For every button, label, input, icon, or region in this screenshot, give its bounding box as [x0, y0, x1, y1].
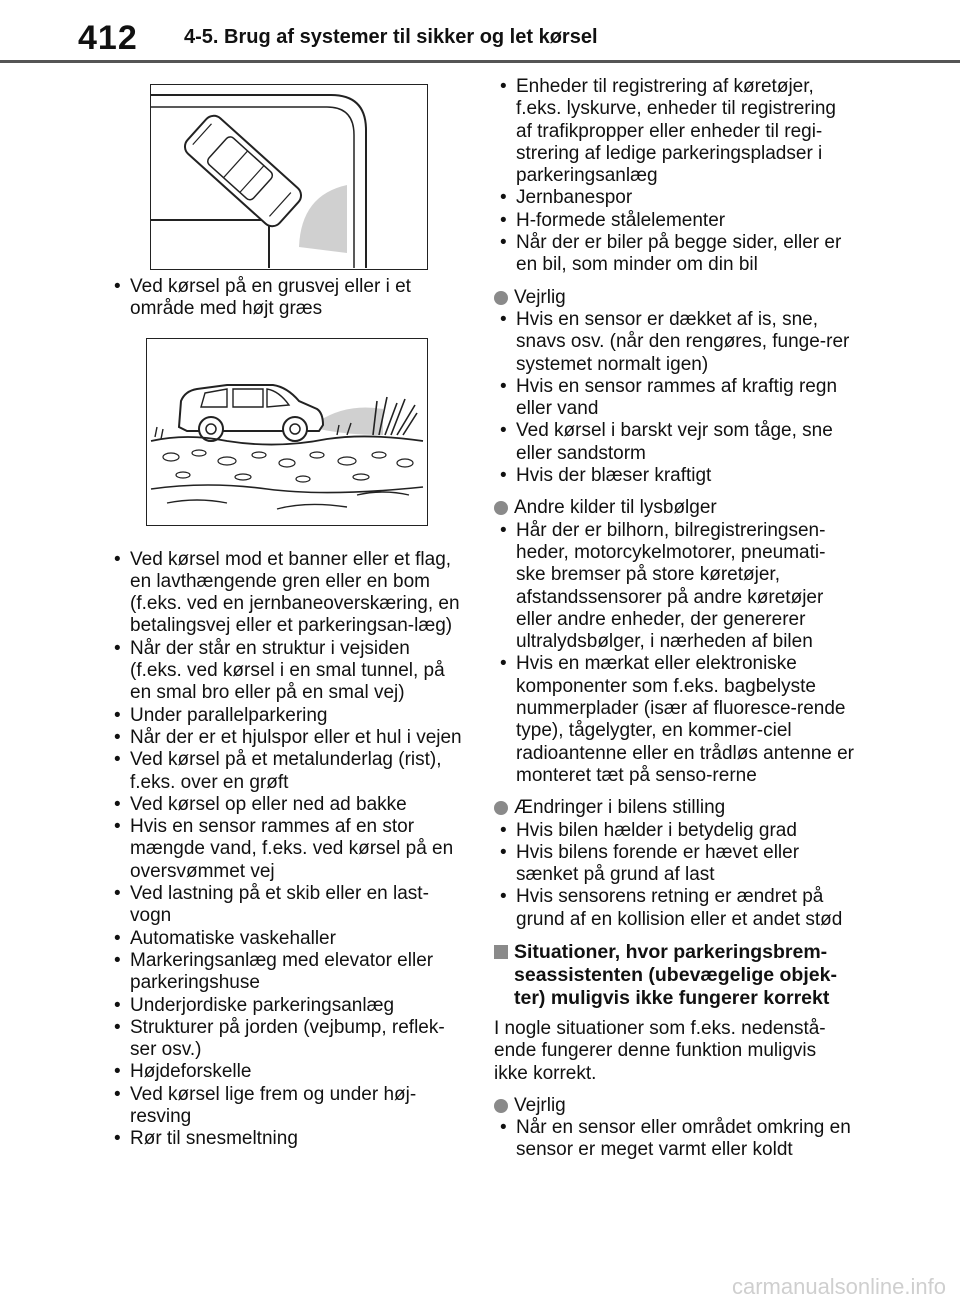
list-item: • Når der er et hjulspor eller et hul i vejen [108, 727, 466, 749]
list-item: • Hvis bilen hælder i betydelig grad [494, 820, 854, 842]
list-item: • Ved kørsel op eller ned ad bakke [108, 794, 466, 816]
list-item: • Ved kørsel på en grusvej eller i et område med højt græs [108, 276, 466, 321]
list-item: • Strukturer på jorden (vejbump, reflek-ser osv.) [108, 1017, 466, 1062]
page-header [0, 0, 960, 62]
list-item: • Jernbanespor [494, 187, 854, 209]
illustration-car-turning [150, 84, 428, 270]
list-item: • Ved kørsel lige frem og under høj-resving [108, 1084, 466, 1129]
group-heading: Vejrlig [494, 287, 854, 309]
header-divider [0, 60, 960, 63]
list-item: • Markeringsanlæg med elevator eller parkeringshuse [108, 950, 466, 995]
group-heading: Vejrlig [494, 1095, 854, 1117]
watermark: carmanualsonline.info [731, 1274, 946, 1299]
list-item: • Rør til snesmeltning [108, 1128, 466, 1150]
list-item: • Hvis sensorens retning er ændret på grund af en kollision eller et andet stød [494, 886, 854, 931]
group-vehicle-posture [494, 797, 854, 931]
top-list [494, 76, 854, 277]
list-item: • Hvis bilens forende er hævet eller sænket på grund af last [494, 842, 854, 887]
right-column [494, 76, 854, 1162]
list-item: • Hår der er bilhorn, bilregistreringsen-heder, motorcykelmotorer, pneumati-ske bremser på store køretøjer, afstandssensorer på andre køretøjer eller andre enheder, der genererer ultralydsbølger, i nærheden af bilen [494, 520, 854, 654]
square-bullet-icon [494, 945, 508, 959]
list-item: • Når der er biler på begge sider, eller er en bil, som minder om din bil [494, 232, 854, 277]
list-item: • Højdeforskelle [108, 1061, 466, 1083]
page-number: 412 [78, 19, 138, 57]
group-heading: Ændringer i bilens stilling [494, 797, 854, 819]
circle-bullet-icon [494, 1099, 508, 1113]
list-item: • H-formede stålelementer [494, 210, 854, 232]
list-item: • Hvis der blæser kraftigt [494, 465, 854, 487]
intro-paragraph: I nogle situationer som f.eks. nedenstå-ende fungerer denne funktion muligvis ikke korrekt. [494, 1017, 826, 1084]
subsection-heading: Situationer, hvor parkeringsbrem-seassistenten (ubevægelige objek-ter) muligvis ikke fungerer korrekt [494, 941, 854, 1010]
list-item: • Når der står en struktur i vejsiden (f.eks. ved kørsel i en smal tunnel, på en smal bro eller på en smal vej) [108, 638, 466, 705]
list-item: • Underjordiske parkeringsanlæg [108, 995, 466, 1017]
group-weather [494, 287, 854, 488]
left-column [108, 276, 466, 1151]
caption-list [108, 276, 466, 321]
list-item: • Hvis en sensor er dækket af is, sne, snavs osv. (når den rengøres, funge-rer systemet normalt igen) [494, 309, 854, 376]
list-item: • Hvis en sensor rammes af kraftig regn eller vand [494, 376, 854, 421]
list-item: • Automatiske vaskehaller [108, 928, 466, 950]
circle-bullet-icon [494, 801, 508, 815]
condition-list [108, 549, 466, 1151]
circle-bullet-icon [494, 291, 508, 305]
list-item: • Ved lastning på et skib eller en last-vogn [108, 883, 466, 928]
list-item: • Enheder til registrering af køretøjer, f.eks. lyskurve, enheder til registrering af trafikpropper eller enheder til regi-strering af ledige parkeringspladser i parkeringsanlæg [494, 76, 854, 187]
list-item: • Ved kørsel i barskt vejr som tåge, sne eller sandstorm [494, 420, 854, 465]
list-item: • Ved kørsel på et metalunderlag (rist), f.eks. over en grøft [108, 749, 466, 794]
group-heading: Andre kilder til lysbølger [494, 497, 854, 519]
list-item: • Under parallelparkering [108, 705, 466, 727]
section-title: 4-5. Brug af systemer til sikker og let kørsel [184, 26, 598, 48]
list-item: • Hvis en sensor rammes af en stor mængde vand, f.eks. ved kørsel på en oversvømmet vej [108, 816, 466, 883]
list-item: • Hvis en mærkat eller elektroniske komponenter som f.eks. bagbelyste nummerplader (især af fluoresce-rende type), tågelygter, en kommer-ciel radioantenne eller en trådløs antenne er monteret tæt på senso-rerne [494, 653, 854, 787]
circle-bullet-icon [494, 501, 508, 515]
group-weather-2 [494, 1095, 854, 1162]
list-item: • Ved kørsel mod et banner eller et flag, en lavthængende gren eller en bom (f.eks. ved en jernbaneoverskæring, en betalingsvej eller et parkeringsan-læg) [108, 549, 466, 638]
list-item: • Når en sensor eller området omkring en sensor er meget varmt eller koldt [494, 1117, 854, 1162]
group-sound-sources [494, 497, 854, 787]
